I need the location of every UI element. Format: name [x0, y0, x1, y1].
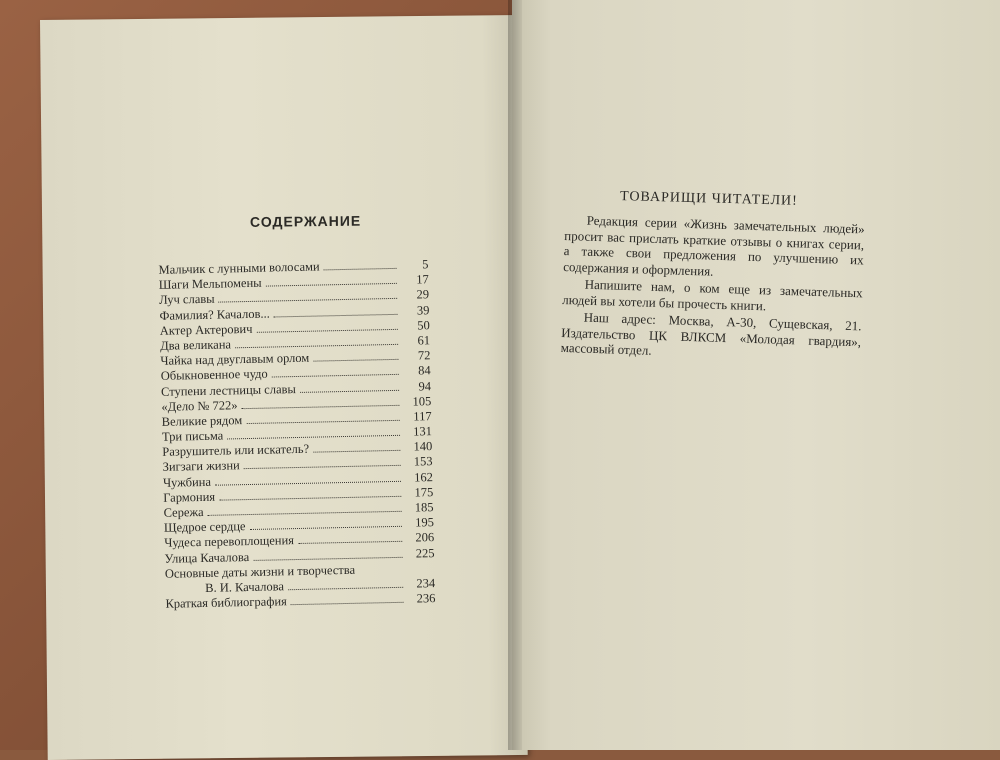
- toc-entry-page: 234: [416, 576, 436, 591]
- notice-paragraph-1: Редакция серии «Жизнь замечательных людей» просит вас прислать краткие отзывы о книгах серии, а также свои предложения по улучшению их содержания и оформления.: [563, 212, 865, 279]
- toc-leader-dots: [298, 541, 402, 544]
- toc-entry-page: 50: [417, 317, 430, 333]
- toc-entry-title: Шаги Мельпомены: [158, 275, 262, 293]
- toc-entry-title: Мальчик с лунными волосами: [158, 259, 320, 277]
- toc-leader-dots: [235, 344, 398, 348]
- toc-entry-title: Луч славы: [159, 292, 215, 308]
- toc-entry-title: Улица Качалова: [164, 549, 250, 566]
- toc-entry-page: 175: [414, 484, 434, 500]
- toc-entry-page: 206: [415, 530, 435, 545]
- toc-entry-page: 29: [416, 287, 430, 302]
- toc-leader-dots: [253, 556, 402, 560]
- toc-entry-page: 225: [415, 545, 435, 561]
- toc-leader-dots: [272, 374, 399, 378]
- toc-entry-page: 140: [413, 439, 433, 454]
- toc-entry-page: 117: [413, 409, 432, 424]
- toc-leader-dots: [313, 450, 400, 453]
- toc-entry-title: Ступени лестницы славы: [160, 381, 296, 399]
- toc-entry-page: [407, 572, 435, 573]
- toc-entry-page: 94: [418, 378, 432, 393]
- toc-leader-dots: [300, 389, 399, 392]
- toc-leader-dots: [208, 511, 402, 516]
- toc-entry-title: Обыкновенное чудо: [160, 366, 268, 384]
- toc-title: СОДЕРЖАНИЕ: [249, 212, 362, 230]
- toc-entry-title: Разрушитель или искатель?: [162, 442, 310, 460]
- notice-body: [560, 212, 864, 367]
- right-page: [512, 0, 1000, 750]
- toc-leader-dots: [250, 526, 402, 530]
- toc-entry-page: 17: [416, 272, 429, 287]
- toc-leader-dots: [244, 465, 401, 469]
- toc-leader-dots: [246, 420, 399, 424]
- toc-leader-dots: [256, 329, 397, 333]
- toc-entry-title: Сережа: [163, 504, 204, 520]
- toc-leader-dots: [291, 602, 404, 605]
- toc-leader-dots: [219, 496, 401, 501]
- toc-entry-title: «Дело № 722»: [161, 397, 238, 414]
- toc-leader-dots: [266, 283, 397, 287]
- toc-entry-title: Гармония: [163, 489, 216, 505]
- toc-entry-page: 162: [414, 469, 434, 485]
- notice-paragraph-2: Напишите нам, о ком еще из замечательных людей вы хотели бы прочесть книги.: [562, 276, 863, 313]
- toc-entry-page: 39: [416, 302, 430, 318]
- toc-entry-title: Великие рядом: [161, 413, 243, 429]
- notice-title: ТОВАРИЩИ ЧИТАТЕЛИ!: [619, 189, 798, 209]
- toc-entry-page: 5: [422, 257, 429, 272]
- notice-paragraph-3: Наш адрес: Москва, А-30, Сущевская, 21. Издательство ЦК ВЛКСМ «Молодая гвардия», массовый отдел.: [560, 309, 862, 358]
- toc-leader-dots: [242, 405, 400, 409]
- toc-entry-title: Чужбина: [162, 474, 212, 490]
- toc-entry-page: 195: [414, 515, 435, 530]
- toc-entry-title: Фамилия? Качалов...: [159, 306, 270, 323]
- toc-entry-title: В. И. Качалова: [205, 579, 285, 595]
- book-gutter: [508, 0, 522, 750]
- toc-entry-page: 84: [418, 363, 431, 378]
- toc-entry-page: 185: [414, 500, 434, 515]
- toc-leader-dots: [324, 268, 397, 271]
- toc-leader-dots: [219, 298, 398, 303]
- toc-leader-dots: [274, 313, 398, 317]
- toc-entry-title: Краткая библиография: [165, 594, 287, 611]
- toc-leader-dots: [288, 587, 403, 590]
- toc-entry-title: Три письма: [161, 428, 224, 444]
- toc-entry-title: Чудеса перевоплощения: [164, 533, 295, 551]
- toc-entry-title: Актер Актерович: [159, 321, 253, 338]
- toc-entry-page: 105: [412, 393, 432, 409]
- toc-leader-dots: [215, 480, 401, 485]
- toc-entry-page: 236: [416, 591, 436, 606]
- toc-entry-title: Два великана: [159, 337, 232, 353]
- toc-entry-page: 153: [413, 454, 433, 469]
- toc-leader-dots: [313, 359, 398, 362]
- toc-entry-title: Чайка над двуглавым орлом: [160, 350, 310, 368]
- toc-leader-dots: [227, 435, 400, 440]
- toc-entry-page: 61: [417, 333, 431, 348]
- toc-entry-title: Зигзаги жизни: [162, 458, 240, 475]
- toc-entry-title: Щедрое сердце: [163, 519, 246, 535]
- toc-entry-page: 72: [417, 348, 431, 363]
- toc-entry-title: Основные даты жизни и творчества: [164, 562, 356, 581]
- table-of-contents: [158, 257, 435, 612]
- toc-leader-dots: [359, 573, 403, 574]
- toc-entry-page: 131: [413, 424, 433, 439]
